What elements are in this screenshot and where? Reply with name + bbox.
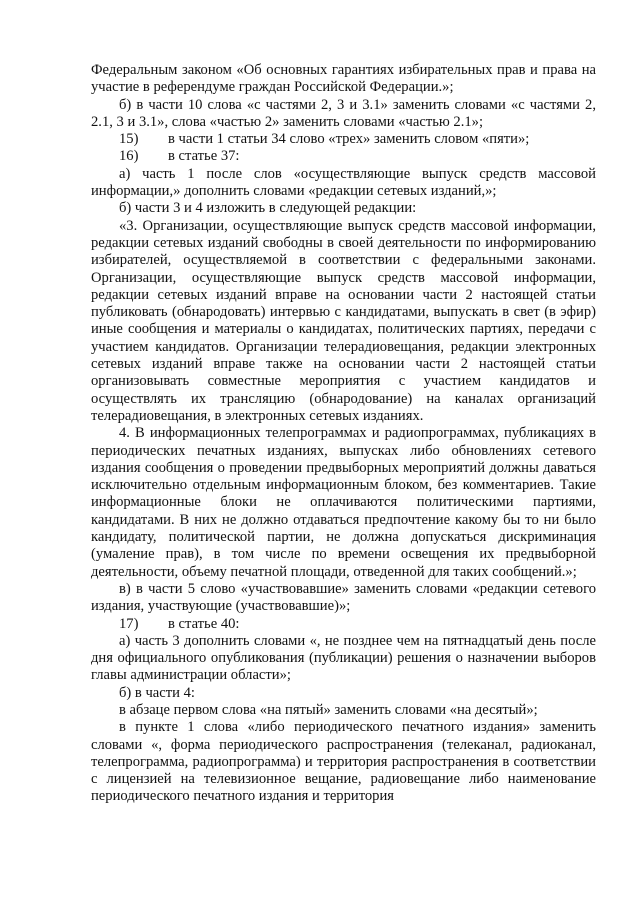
paragraph-item-b-part-10: б) в части 10 слова «с частями 2, 3 и 3.1» заменить словами «с частями 2, 2.1, 3 и 3.1», слова «частью 2» заменить словами «частью 2.1»; [91,96,596,130]
numbered-item-16 [91,148,596,165]
item-text: в статье 40: [168,615,240,632]
paragraph-item-v-part-5: в) в части 5 слово «участвовавшие» заменить словами «редакции сетевого издания, участвующие (участвовавшие)»; [91,580,596,615]
paragraph-first-subparagraph: в абзаце первом слова «на пятый» заменить словами «на десятый»; [119,701,538,718]
paragraph-item-b-parts-3-4: б) части 3 и 4 изложить в следующей редакции: [119,200,417,217]
paragraph-federal-law-continuation: Федеральным законом «Об основных гарантиях избирательных прав и права на участие в референдуме граждан Российской Федерации.»; [91,62,596,96]
document-page [91,62,596,806]
item-text: в статье 37: [168,148,240,165]
numbered-item-17 [91,616,596,633]
paragraph-item-a-part-1: а) часть 1 после слов «осуществляющие выпуск средств массовой информации,» дополнить словами «редакции сетевых изданий,»; [91,165,596,200]
item-number: 17) [119,615,139,632]
numbered-item-15 [91,131,596,148]
paragraph-item-a-part-3: а) часть 3 дополнить словами «, не позднее чем на пятнадцатый день после дня официального опубликования (публикации) решения о назначении выборов главы администрации области»; [91,632,596,684]
item-number: 16) [119,148,139,165]
paragraph-quoted-part-3: «3. Организации, осуществляющие выпуск средств массовой информации, редакции сетевых изданий свободны в своей деятельности по информированию избирателей, осуществляемой в соответствии с федеральными законами. Организации, осуществляющие выпуск средств массовой информации, редакции сетевых изданий вправе на основании части 2 настоящей статьи публиковать (обнародовать) интервью с кандидатами, выпускать в свет (в эфир) иные сообщения и материалы о кандидатах, политических партиях, передачи с участием кандидатов. Организации телерадиовещания, редакции электронных сетевых изданий вправе также на основании части 2 настоящей статьи организовывать совместные мероприятия с участием кандидатов и осуществлять их трансляцию (обнародование) на каналах организаций телерадиовещания, в электронных сетевых изданиях. [91,217,596,424]
item-number: 15) [119,131,139,148]
paragraph-item-b-part-4: б) в части 4: [119,684,195,701]
paragraph-quoted-part-4: 4. В информационных телепрограммах и радиопрограммах, публикациях в периодических печатных изданиях, выпусках либо обновлениях сетевого издания сообщения о проведении предвыборных мероприятий должны даваться исключительно отдельным информационным блоком, без комментариев. Такие информационные блоки не оплачиваются политическими партиями, кандидатами. В них не должно отдаваться предпочтение какому бы то ни было кандидату, политической партии, не должна допускаться дискриминация (умаление прав), в том числе по времени освещения их предвыборной деятельности, объему печатной площади, отведенной для таких сообщений.»; [91,425,596,580]
paragraph-point-1: в пункте 1 слова «либо периодического печатного издания» заменить словами «, форма периодического распространения (телеканал, радиоканал, телепрограмма, радиопрограмма) и территория распространения в соответствии с лицензией на телевизионное вещание, радиовещание либо наименование периодического печатного издания и территория [91,719,596,805]
item-text: в части 1 статьи 34 слово «трех» заменить словом «пяти»; [168,131,530,148]
